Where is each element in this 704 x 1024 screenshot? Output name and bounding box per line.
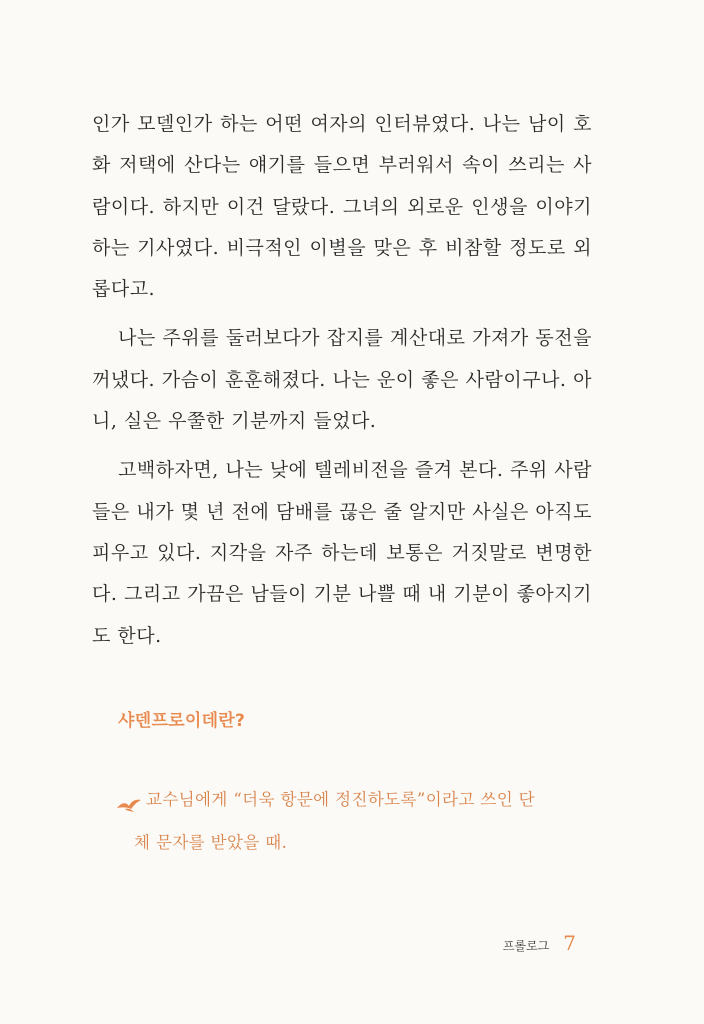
paragraph-3: 고백하자면, 나는 낮에 텔레비전을 즐겨 본다. 주위 사람들은 내가 몇 년 전에 담배를 끊은 줄 알지만 사실은 아직도 피우고 있다. 지각을 자주 하는데 보통은 거짓말로 변명한다. 그리고 가끔은 남들이 기분 나쁠 때 내 기분이 좋아지기도 한다. xyxy=(92,459,592,647)
bullet-item xyxy=(116,778,586,864)
section-heading: 샤덴프로이데란? xyxy=(118,711,246,731)
bullet-first-line xyxy=(116,778,586,821)
bullet-text-line2: 체 문자를 받았을 때. xyxy=(134,833,288,852)
paragraph-1: 인가 모델인가 하는 어떤 여자의 인터뷰였다. 나는 남이 호화 저택에 산다는 얘기를 들으면 부러워서 속이 쓰리는 사람이다. 하지만 이건 달랐다. 그녀의 외로운 인생을 이야기하는 기사였다. 비극적인 이별을 맞은 후 비참할 정도로 외롭다고. xyxy=(92,113,592,301)
chapter-label: 프롤로그 xyxy=(502,939,550,953)
bird-icon xyxy=(116,789,142,809)
page-number: 7 xyxy=(563,931,576,955)
paragraph-2: 나는 주위를 둘러보다가 잡지를 계산대로 가져가 동전을 꺼냈다. 가슴이 훈훈해졌다. 나는 운이 좋은 사람이구나. 아니, 실은 우쭐한 기분까지 들었다. xyxy=(92,327,592,433)
page-footer xyxy=(503,931,576,955)
bullet-text-line1: 교수님에게 “더욱 항문에 정진하도록”이라고 쓰인 단 xyxy=(146,790,536,809)
body-text xyxy=(92,104,592,665)
